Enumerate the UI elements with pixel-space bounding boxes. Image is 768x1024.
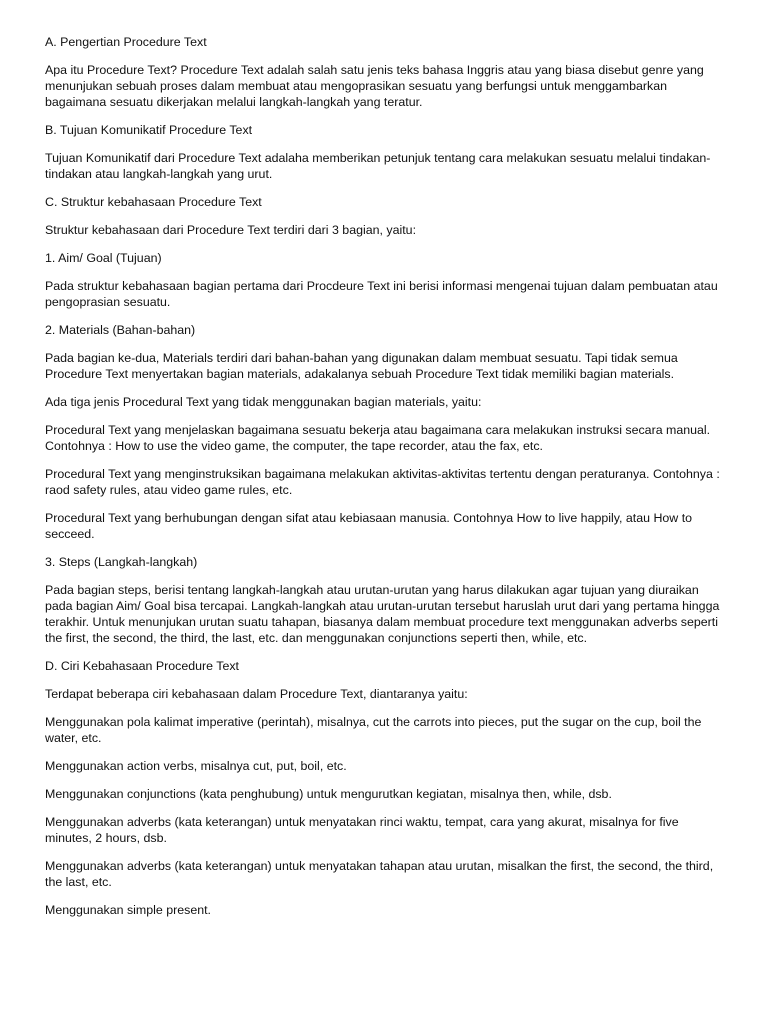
section-heading-d: D. Ciri Kebahasaan Procedure Text [45, 659, 239, 673]
paragraph-feature-adverbs-detail: Menggunakan adverbs (kata keterangan) untuk menyatakan rinci waktu, tempat, cara yang akurat, misalnya for five minutes, 2 hours, dsb. [45, 815, 679, 845]
section-heading-b: B. Tujuan Komunikatif Procedure Text [45, 123, 253, 137]
paragraph-feature-conjunctions: Menggunakan conjunctions (kata penghubung) untuk mengurutkan kegiatan, misalnya then, while, dsb. [45, 787, 612, 801]
paragraph-structure-intro: Struktur kebahasaan dari Procedure Text terdiri dari 3 bagian, yaitu: [45, 223, 417, 237]
paragraph-type-manual: Procedural Text yang menjelaskan bagaimana sesuatu bekerja atau bagaimana cara melakukan instruksi secara manual. Contohnya : How to use the video game, the computer, the tape recorder, atau the fax, etc. [45, 423, 711, 453]
paragraph-steps: Pada bagian steps, berisi tentang langkah-langkah atau urutan-urutan yang harus dilakukan agar tujuan yang diuraikan pada bagian Aim/ Goal bisa tercapai. Langkah-langkah atau urutan-urutan tersebut haruslah urut dari yang pertama hingga terakhir. Untuk menunjukan urutan suatu tahapan, biasanya dalam membuat procedure text menggunakan adverbs seperti the first, the second, the third, the last, etc. dan menggunakan conjunctions seperti then, while, etc. [45, 583, 720, 645]
paragraph-type-habits: Procedural Text yang berhubungan dengan sifat atau kebiasaan manusia. Contohnya How to live happily, atau How to secceed. [45, 511, 693, 541]
document-page [45, 34, 725, 930]
paragraph-feature-action-verbs: Menggunakan action verbs, misalnya cut, put, boil, etc. [45, 759, 347, 773]
paragraph-no-materials-intro: Ada tiga jenis Procedural Text yang tidak menggunakan bagian materials, yaitu: [45, 395, 482, 409]
paragraph-feature-imperative: Menggunakan pola kalimat imperative (perintah), misalnya, cut the carrots into pieces, put the sugar on the cup, boil the water, etc. [45, 715, 702, 745]
paragraph-features-intro: Terdapat beberapa ciri kebahasaan dalam Procedure Text, diantaranya yaitu: [45, 687, 468, 701]
paragraph-aim-goal: Pada struktur kebahasaan bagian pertama dari Procdeure Text ini berisi informasi mengenai tujuan dalam pembuatan atau pengoprasian sesuatu. [45, 279, 718, 309]
section-heading-a: A. Pengertian Procedure Text [45, 35, 207, 49]
paragraph-materials: Pada bagian ke-dua, Materials terdiri dari bahan-bahan yang digunakan dalam membuat sesuatu. Tapi tidak semua Procedure Text menyertakan bagian materials, adakalanya sebuah Procedure Text tidak memiliki bagian materials. [45, 351, 678, 381]
section-heading-c: C. Struktur kebahasaan Procedure Text [45, 195, 262, 209]
subheading-steps: 3. Steps (Langkah-langkah) [45, 555, 198, 569]
paragraph-feature-simple-present: Menggunakan simple present. [45, 903, 211, 917]
subheading-aim-goal: 1. Aim/ Goal (Tujuan) [45, 251, 162, 265]
subheading-materials: 2. Materials (Bahan-bahan) [45, 323, 196, 337]
paragraph-type-rules: Procedural Text yang menginstruksikan bagaimana melakukan aktivitas-aktivitas tertentu dengan peraturanya. Contohnya : raod safety rules, atau video game rules, etc. [45, 467, 720, 497]
paragraph-purpose: Tujuan Komunikatif dari Procedure Text adalaha memberikan petunjuk tentang cara melakukan sesuatu melalui tindakan-tindakan atau langkah-langkah yang urut. [45, 151, 711, 181]
paragraph-definition: Apa itu Procedure Text? Procedure Text adalah salah satu jenis teks bahasa Inggris atau yang biasa disebut genre yang menunjukan sebuah proses dalam membuat atau mengoprasikan sesuatu yang berfungsi untuk menggambarkan bagaimana sesuatu dikerjakan melalui langkah-langkah yang teratur. [45, 63, 704, 109]
paragraph-feature-adverbs-order: Menggunakan adverbs (kata keterangan) untuk menyatakan tahapan atau urutan, misalkan the first, the second, the third, the last, etc. [45, 859, 714, 889]
